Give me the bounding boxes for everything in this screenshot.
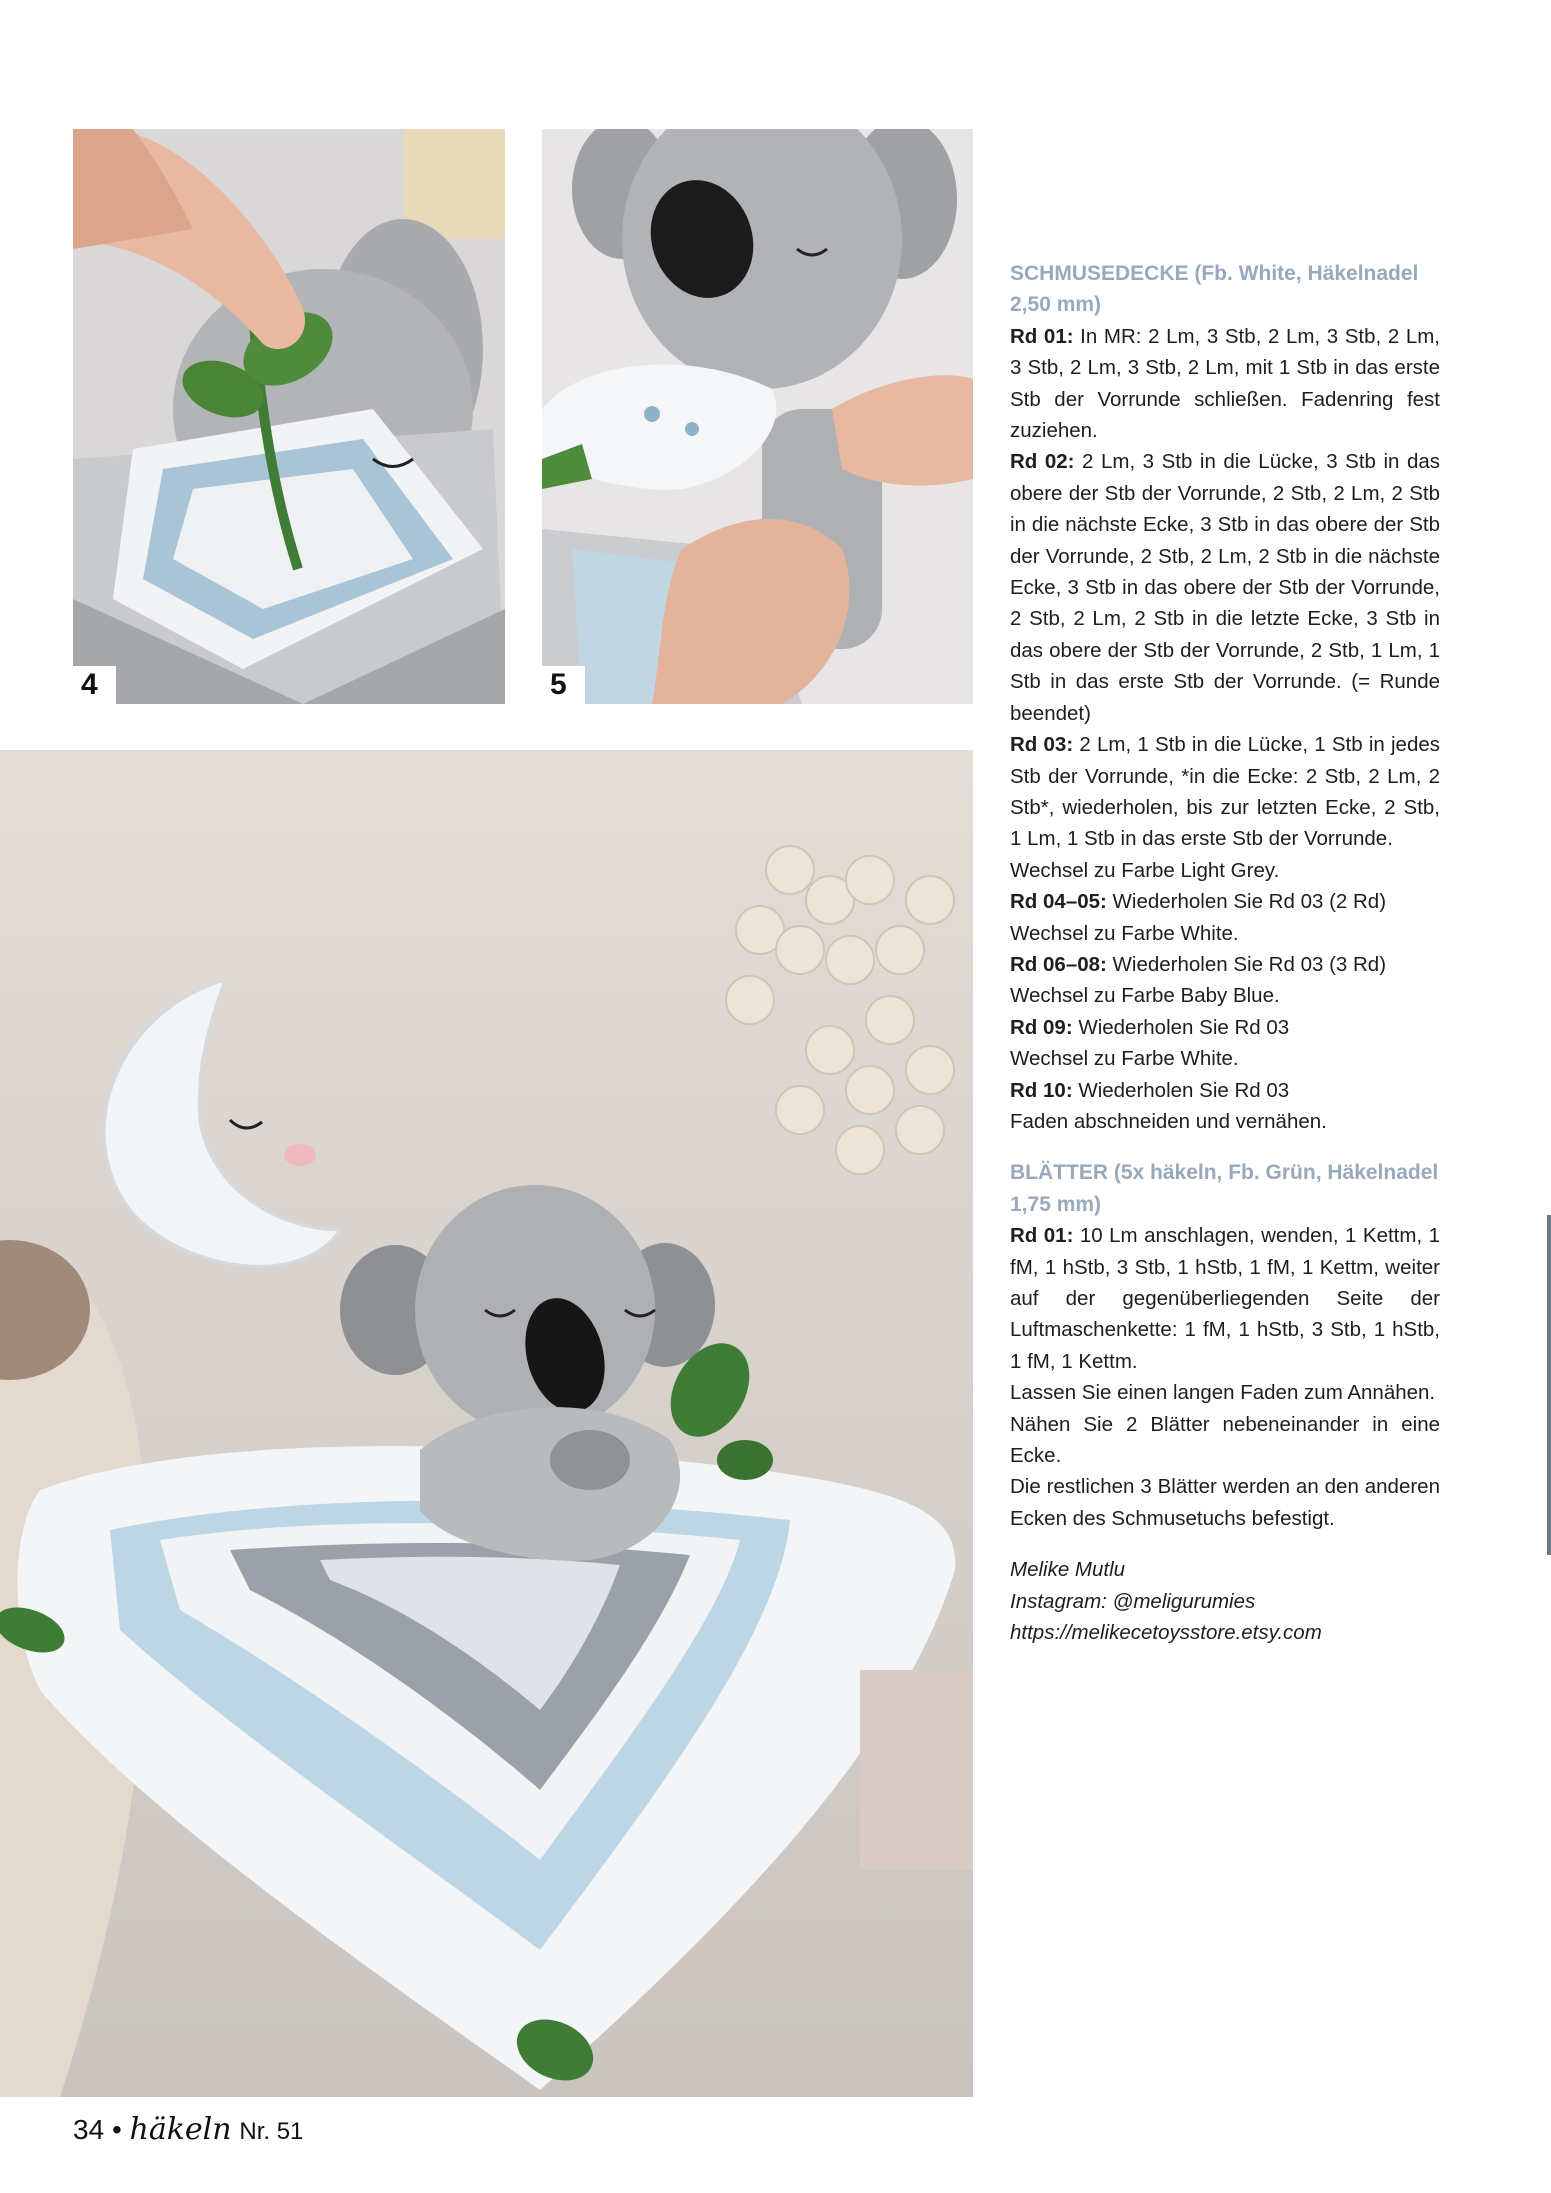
section-gap [1010,1534,1440,1554]
credit-author: Melike Mutlu [1010,1558,1126,1582]
schmusedecke-row: Rd 10: Wiederholen Sie Rd 03 [1010,1078,1290,1102]
schmusedecke-row: Rd 09: Wiederholen Sie Rd 03 [1010,1015,1290,1039]
schmusedecke-row: Wechsel zu Farbe Light Grey. [1010,858,1280,882]
finished-lovey-image [0,750,973,2097]
page-number: 34 [73,2114,105,2145]
issue-number: Nr. 51 [239,2118,304,2145]
schmusedecke-row: Rd 02: 2 Lm, 3 Stb in die Lücke, 3 Stb in das obere der Stb der Vorrunde, 2 Stb, 2 Lm, 2 Stb in die nächste Ecke, 3 Stb in das obere der Stb der Vorrunde, 2 Stb, 2 Lm, 2 Stb in die nächste Ecke, 3 Stb in das obere der Stb der Vorrunde, 2 Stb, 2 Lm, 2 Stb in die letzte Ecke, 3 Stb in das obere der Stb der Vorrunde, 2 Stb, 1 Lm, 1 Stb in das erste Stb der Vorrunde. (= Runde beendet) [1010,450,1440,725]
magazine-brand: häkeln [129,2112,232,2147]
schmusedecke-row: Wechsel zu Farbe White. [1010,1047,1239,1071]
instructions-column [1010,258,1440,1648]
photo-4-image [73,129,505,704]
credit-instagram: Instagram: @meligurumies [1010,1589,1256,1613]
blaetter-row: Rd 01: 10 Lm anschlagen, wenden, 1 Kettm, 1 fM, 1 hStb, 3 Stb, 1 hStb, 1 fM, 1 Kettm, weiter auf der gegenüberliegenden Seite der Luftmaschenkette: 1 fM, 1 hStb, 3 Stb, 1 hStb, 1 fM, 1 Kettm. [1010,1224,1440,1373]
schmusedecke-row: Rd 04–05: Wiederholen Sie Rd 03 (2 Rd) [1010,890,1387,914]
photo-5-number: 5 [542,666,585,704]
blaetter-row: Nähen Sie 2 Blätter nebeneinander in eine Ecke. [1010,1412,1440,1468]
blaetter-row: Lassen Sie einen langen Faden zum Annähen. [1010,1381,1436,1405]
photo-step-4 [73,129,505,704]
schmusedecke-row: Faden abschneiden und vernähen. [1010,1109,1327,1133]
photo-finished-lovey [0,750,973,2097]
footer-bullet: • [111,2114,122,2145]
schmusedecke-row: Wechsel zu Farbe Baby Blue. [1010,984,1280,1008]
blaetter-heading: BLÄTTER (5x häkeln, Fb. Grün, Häkelnadel 1,75 mm) [1010,1161,1439,1216]
schmusedecke-row: Wechsel zu Farbe White. [1010,921,1239,945]
schmusedecke-row: Rd 06–08: Wiederholen Sie Rd 03 (3 Rd) [1010,952,1387,976]
schmusedecke-row: Rd 01: In MR: 2 Lm, 3 Stb, 2 Lm, 3 Stb, 2 Lm, 3 Stb, 2 Lm, 3 Stb, 2 Lm, mit 1 Stb in das erste Stb der Vorrunde schließen. Fadenring fest zuziehen. [1010,324,1441,443]
schmusedecke-heading: SCHMUSEDECKE (Fb. White, Häkelnadel 2,50 mm) [1010,262,1419,317]
blaetter-row: Die restlichen 3 Blätter werden an den anderen Ecken des Schmusetuchs befestigt. [1010,1475,1440,1530]
photo-4-number: 4 [73,666,116,704]
schmusedecke-row: Rd 03: 2 Lm, 1 Stb in die Lücke, 1 Stb in jedes Stb der Vorrunde, *in die Ecke: 2 Stb, 2 Lm, 2 Stb*, wiederholen, bis zur letzten Ecke, 2 Stb, 1 Lm, 1 Stb in das erste Stb der Vorrunde. [1010,733,1441,851]
page-edge-marker [1547,1215,1551,1555]
photo-step-5 [542,129,973,704]
photo-5-image [542,129,973,704]
section-gap [1010,1137,1440,1157]
credit-website: https://melikecetoysstore.etsy.com [1010,1621,1322,1645]
page-footer [73,2110,303,2152]
